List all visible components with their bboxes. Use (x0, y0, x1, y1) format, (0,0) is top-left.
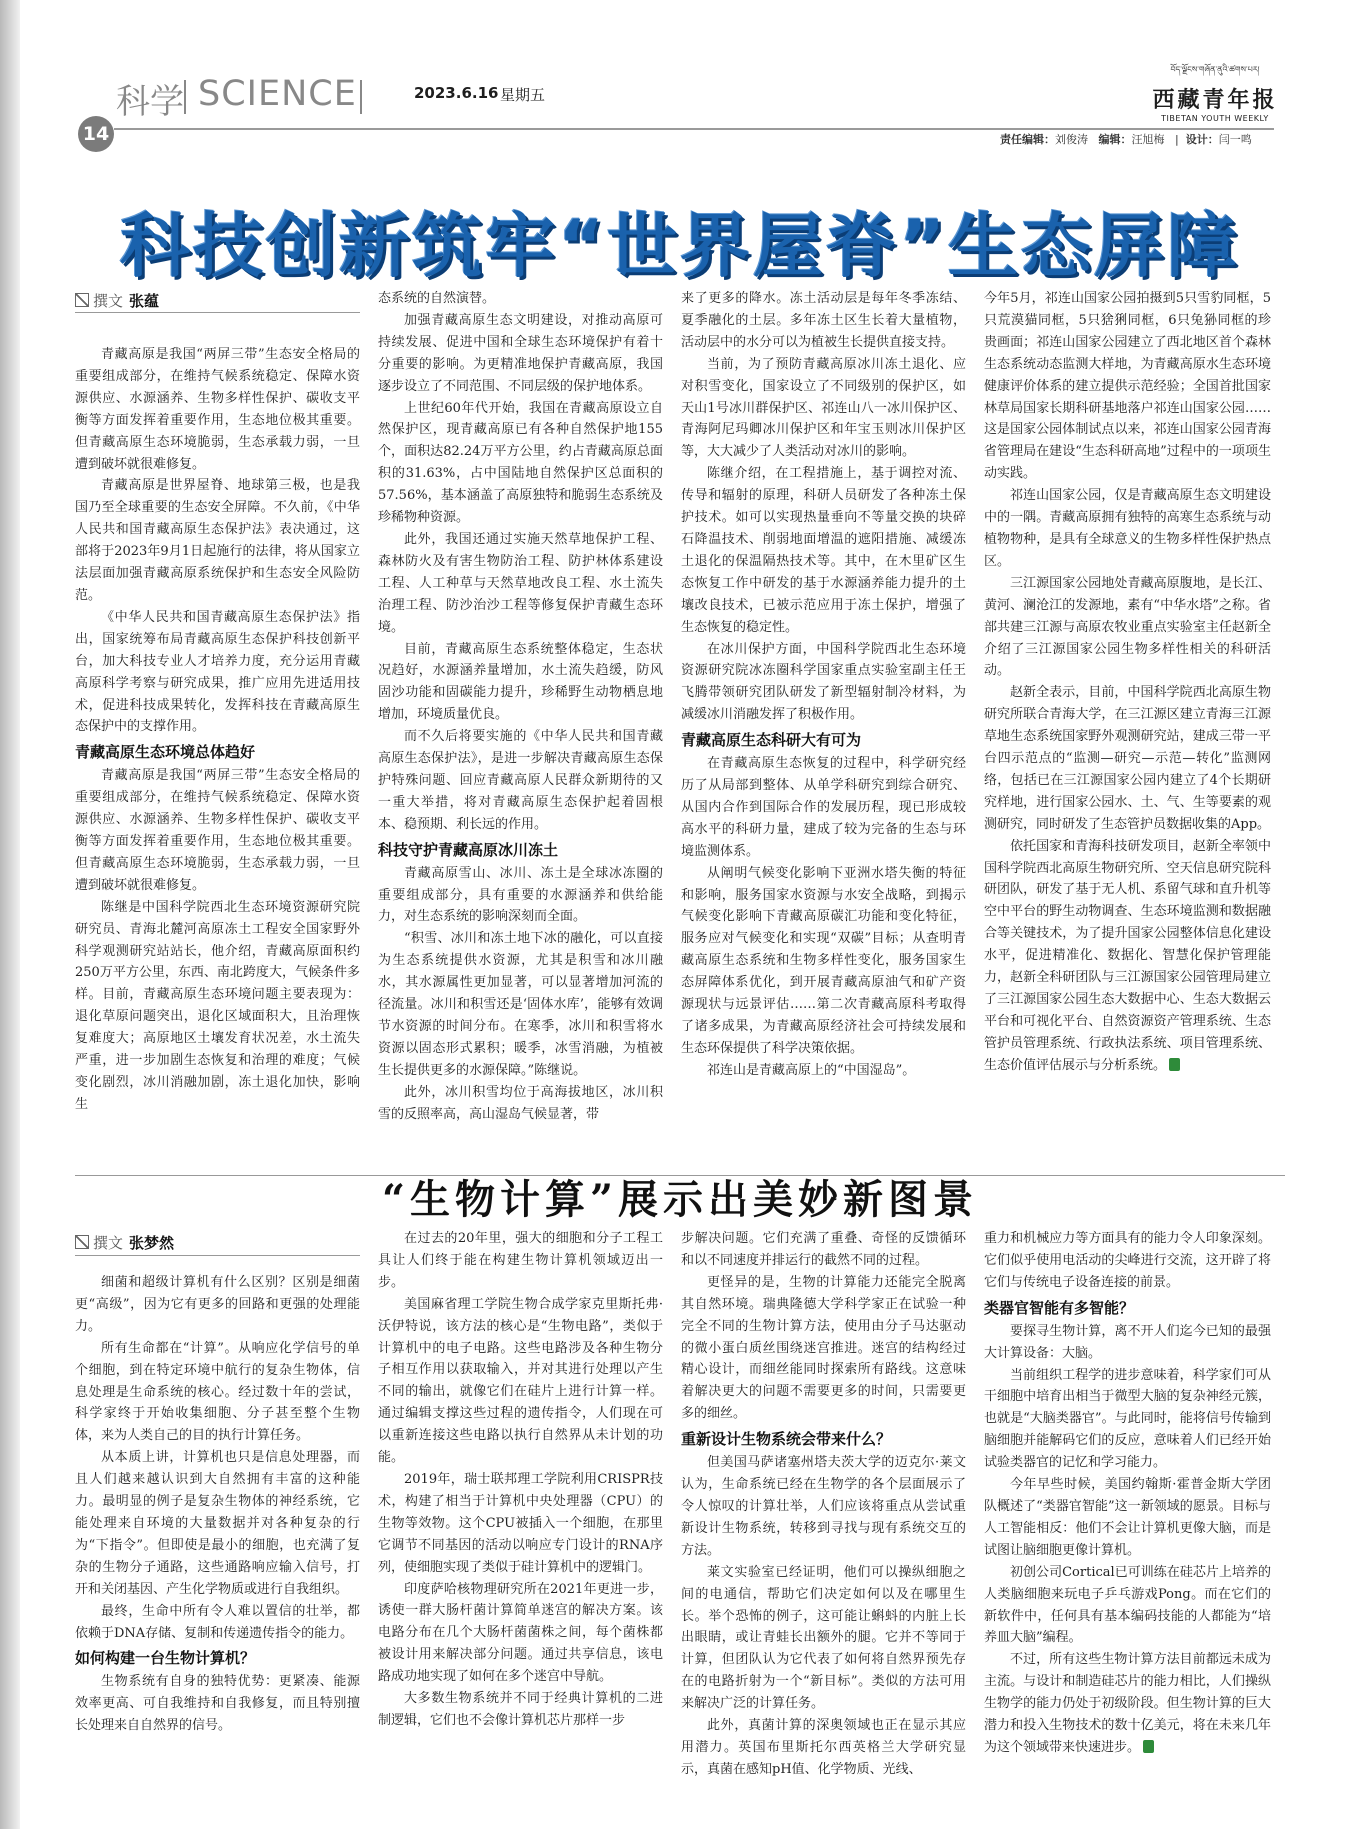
paragraph: “积雪、冰川和冻土地下冰的融化，可以直接为生态系统提供水资源，尤其是积雪和冰川融水，其水源属性更加显著，可以显著增加河流的径流量。冰川和积雪还是‘固体水库’，能够有效调节水资源的时间分布。在寒季，冰川和积雪将水资源以固态形式累积；暖季，冰雪消融，为植被生长提供更多的水源保障。”陈继说。 (378, 931, 663, 1078)
editor-in-charge-name: 刘俊涛 (1055, 133, 1088, 146)
section-name-en: SCIENCE (198, 74, 357, 114)
paragraph: 依托国家和青海科技研发项目，赵新全率领中国科学院西北高原生物研究所、空天信息研究院科研团队，研发了基于无人机、系留气球和直升机等空中平台的野生动物调查、生态环境监测和数据融合等关键技术，为了提升国家公园整体信息化建设水平，促进精准化、数据化、智慧化保护管理能力，赵新全科研团队与三江源国家公园管理局建立了三江源国家公园生态大数据中心、生态大数据云平台和可视化平台、自然资源资产管理系统、生态管护员管理系统、行政执法系统、项目管理系统、生态价值评估展示与分析系统。 (984, 838, 1271, 1073)
byline-rule (75, 312, 360, 313)
masthead-tibetan: བོད་ལྗོངས་གཞོན་ནུའི་ཚགས་པར། (1170, 65, 1260, 74)
issue-date: 2023.6.16 (414, 84, 499, 102)
subheading: 如何构建一台生物计算机？ (75, 1649, 256, 1668)
issue-weekday: 星期五 (500, 86, 546, 104)
paragraph: 此外，真菌计算的深奥领域也正在显示其应用潜力。英国布里斯托尔西英格兰大学研究显示，真菌在感知pH值、化学物质、光线、 (681, 1718, 966, 1777)
article2-column-1 (75, 1272, 360, 1737)
paragraph: 在过去的20年里，强大的细胞和分子工程工具让人们终于能在构建生物计算机领域迈出一步。 (378, 1231, 663, 1290)
section-end-rule (360, 80, 362, 114)
article2-byline (75, 1232, 174, 1253)
paragraph: 青藏高原是世界屋脊、地球第三极，也是我国乃至全球重要的生态安全屏障。不久前，《中华人民共和国青藏高原生态保护法》表决通过，这部将于2023年9月1日起施行的法律，将从国家立法层面加强青藏高原系统保护和生态安全风险防范。 (75, 478, 360, 603)
newspaper-masthead (1150, 60, 1280, 123)
subheading: 类器官智能有多智能？ (984, 1298, 1135, 1317)
paragraph: 《中华人民共和国青藏高原生态保护法》指出，国家统筹布局青藏高原生态保护科技创新平台，加大科技专业人才培养力度，充分运用青藏高原科学考察与研究成果，推广应用先进适用技术，促进科技成果转化，发挥科技在青藏高原生态保护中的支撑作用。 (75, 609, 360, 735)
article1-column-1 (75, 344, 360, 1116)
header-rule (114, 128, 1274, 130)
paragraph: 更怪异的是，生物的计算能力还能完全脱离其自然环境。瑞典隆德大学科学家正在试验一种完全不同的生物计算方法，使用由分子马达驱动的微小蛋白质丝围绕迷宫推进。迷宫的结构经过精心设计，而细丝能同时探索所有路线。这意味着解决更大的问题不需要更多的时间，只需要更多的细丝。 (681, 1274, 966, 1422)
paragraph: 今年5月，祁连山国家公园拍摄到5只雪豹同框，5只荒漠猫同框，5只猞猁同框，6只兔狲同框的珍贵画面；祁连山国家公园建立了西北地区首个森林生态系统动态监测大样地，为青藏高原水生态环境健康评价体系的建立提供示范经验；全国首批国家林草局国家长期科研基地落户祁连山国家公园……这是国家公园体制试点以来，祁连山国家公园青海省管理局在建设“生态科研高地”过程中的一项项生动实践。 (984, 291, 1271, 482)
article2-author: 张梦然 (129, 1234, 175, 1252)
masthead-english: TIBETAN YOUTH WEEKLY (1161, 114, 1269, 123)
paragraph: 重力和机械应力等方面具有的能力令人印象深刻。它们似乎使用电活动的尖峰进行交流，这开辟了将它们与传统电子设备连接的前景。 (984, 1231, 1271, 1290)
paragraph: 但美国马萨诸塞州塔夫茨大学的迈克尔·莱文认为，生命系统已经在生物学的各个层面展示了令人惊叹的计算壮举，人们应该将重点从尝试重新设计生物系统，转移到寻找与现有系统交互的方法。 (681, 1455, 966, 1558)
paragraph: 祁连山国家公园，仅是青藏高原生态文明建设中的一隅。青藏高原拥有独特的高寒生态系统与动植物物种，是具有全球意义的生物多样性保护热点区。 (984, 488, 1271, 569)
paragraph: 步解决问题。它们充满了重叠、奇怪的反馈循环和以不同速度并排运行的截然不同的过程。 (681, 1231, 966, 1268)
designer-name: 闫一鸣 (1218, 133, 1252, 146)
paragraph: 陈继是中国科学院西北生态环境资源研究院研究员、青海北麓河高原冻土工程安全国家野外科学观测研究站站长，他介绍，青藏高原面积约250万平方公里，东西、南北跨度大，气候条件多样。目前，青藏高原生态环境问题主要表现为：退化草原问题突出，退化区域面积大，且治理恢复难度大；高原地区土壤发育状况差，水土流失严重，进一步加剧生态恢复和治理的难度；气候变化剧烈，冰川消融加剧，冻土退化加快，影响生 (75, 899, 360, 1112)
byline-label: 撰文 (93, 1234, 124, 1252)
page-number-badge: 14 (78, 116, 114, 152)
article2-column-4 (984, 1228, 1271, 1759)
paragraph: 大多数生物系统并不同于经典计算机的二进制逻辑，它们也不会像计算机芯片那样一步 (378, 1691, 663, 1728)
end-of-article-icon (1143, 1740, 1154, 1753)
paragraph: 今年早些时候，美国约翰斯·霍普金斯大学团队概述了“类器官智能”这一新领域的愿景。目标与人工智能相反：他们不会让计算机更像大脑，而是试图让脑细胞更像计算机。 (984, 1477, 1271, 1558)
paragraph: 而不久后将要实施的《中华人民共和国青藏高原生态保护法》，是进一步解决青藏高原生态保护特殊问题、回应青藏高原人民群众新期待的又一重大举措，将对青藏高原生态保护起着固根本、稳预期、利长远的作用。 (378, 729, 663, 832)
article2-column-3 (681, 1228, 966, 1781)
article1-column-4 (984, 288, 1271, 1077)
masthead-chinese: 西藏青年报 (1152, 87, 1278, 113)
pen-icon (75, 1235, 89, 1249)
article1-author: 张蕴 (129, 292, 160, 310)
subheading: 科技守护青藏高原冰川冻土 (378, 840, 559, 859)
article2-headline (75, 1168, 1285, 1225)
subheading: 重新设计生物系统会带来什么？ (681, 1430, 892, 1449)
paragraph: 当前，为了预防青藏高原冰川冻土退化、应对积雪变化，国家设立了不同级别的保护区，如天山1号冰川群保护区、祁连山八一冰川保护区、青海阿尼玛卿冰川保护区和年宝玉则冰川保护区等，大大减少了人类活动对冰川的影响。 (681, 356, 966, 460)
paragraph: 最终，生命中所有令人难以置信的壮举，都依赖于DNA存储、复制和传递遗传指令的能力。 (75, 1603, 360, 1641)
section-divider (184, 80, 186, 114)
paragraph: 此外，我国还通过实施天然草地保护工程、森林防火及有害生物防治工程、防护林体系建设工程、人工种草与天然草地改良工程、水土流失治理工程、防沙治沙工程等修复保护青藏生态环境。 (378, 531, 663, 635)
editor-in-charge-label: 责任编辑： (1000, 133, 1055, 146)
article2-title: “生物计算”展示出美妙新图景 (370, 1176, 990, 1223)
paragraph: 在冰川保护方面，中国科学院西北生态环境资源研究院冰冻圈科学国家重点实验室副主任王飞腾带领研究团队研发了新型辐射制冷材料，为减缓冰川消融发挥了积极作用。 (681, 641, 966, 723)
paragraph: 目前，青藏高原生态系统整体稳定，生态状况趋好，水源涵养量增加，水土流失趋缓，防风固沙功能和固碳能力提升，珍稀野生动物栖息地增加，环境质量优良。 (378, 641, 663, 723)
editor-credits: 责任编辑：刘俊涛 编辑：汪旭梅 | 设计：闫一鸣 (1000, 133, 1252, 146)
byline-label: 撰文 (93, 292, 124, 310)
section-name-cn: 科学 (116, 82, 184, 122)
paragraph: 要探寻生物计算，离不开人们迄今已知的最强大计算设备：大脑。 (984, 1323, 1271, 1361)
pen-icon (75, 293, 89, 307)
paragraph: 莱文实验室已经证明，他们可以操纵细胞之间的电通信，帮助它们决定如何以及在哪里生长。举个恐怖的例子，这可能让蝌蚪的内脏上长出眼睛，或让青蛙长出额外的腿。它并不等同于计算，但团队认为它代表了如何将自然界预先存在的电路折射为一个“新目标”。类似的方法可用来解决广泛的计算任务。 (681, 1564, 966, 1712)
article1-byline (75, 290, 159, 311)
paragraph: 美国麻省理工学院生物合成学家克里斯托弗·沃伊特说，该方法的核心是“生物电路”，类似于计算机中的电子电路。这些电路涉及各种生物分子相互作用以获取输入，并对其进行处理以产生不同的输出，就像它们在硅片上进行计算一样。通过编辑支撑这些过程的遗传指令，人们现在可以重新连接这些电路以执行自然界从未计划的功能。 (378, 1296, 663, 1466)
paragraph: 陈继介绍，在工程措施上，基于调控对流、传导和辐射的原理，科研人员研发了各种冻土保护技术。如可以实现热量垂向不等量交换的块碎石降温技术、削弱地面增温的遮阳措施、减缓冻土退化的保温隔热技术等。其中，在木里矿区生态恢复工作中研发的基于水源涵养能力提升的土壤改良技术，已被示范应用于冻土保护，增强了生态恢复的稳定性。 (681, 466, 966, 635)
paragraph: 来了更多的降水。冻土活动层是每年冬季冻结、夏季融化的土层。多年冻土区生长着大量植物，活动层中的水分可以为植被生长提供直接支持。 (681, 291, 966, 350)
paragraph: 加强青藏高原生态文明建设，对推动高原可持续发展、促进中国和全球生态环境保护有着十分重要的影响。为更精准地保护青藏高原，我国逐步设立了不同范围、不同层级的保护地体系。 (378, 312, 663, 394)
paragraph: 祁连山是青藏高原上的“中国湿岛”。 (707, 1062, 916, 1078)
paragraph: 印度萨哈核物理研究所在2021年更进一步，诱使一群大肠杆菌计算简单迷宫的解决方案。该电路分布在几个大肠杆菌菌株之间，每个菌株都被设计用来解决部分问题。通过共享信息，该电路成功地实现了如何在多个迷宫中导航。 (378, 1581, 663, 1685)
paragraph: 态系统的自然演替。 (378, 291, 496, 306)
editor-label: 编辑： (1098, 133, 1132, 146)
paragraph: 2019年，瑞士联邦理工学院利用CRISPR技术，构建了相当于计算机中央处理器（CPU）的生物等效物。这个CPU被插入一个细胞，在那里它调节不同基因的活动以响应专门设计的RNA序列，使细胞实现了类似于硅计算机中的逻辑门。 (378, 1471, 663, 1575)
subheading: 青藏高原生态环境总体趋好 (75, 743, 256, 762)
article1-column-2 (378, 288, 663, 1126)
paragraph: 青藏高原雪山、冰川、冻土是全球冰冻圈的重要组成部分，具有重要的水源涵养和供给能力，对生态系统的影响深刻而全面。 (378, 865, 663, 925)
paragraph: 所有生命都在“计算”。从响应化学信号的单个细胞，到在特定环境中航行的复杂生物体，信息处理是生命系统的核心。经过数十年的尝试，科学家终于开始收集细胞、分子甚至整个生物体，来为人类自己的目的执行计算任务。 (75, 1340, 360, 1444)
paragraph: 上世纪60年代开始，我国在青藏高原设立自然保护区，现青藏高原已有各种自然保护地155个，面积达82.24万平方公里，约占青藏高原总面积的31.63%，占中国陆地自然保护区总面积的57.56%，基本涵盖了高原独特和脆弱生态系统及珍稀物种资源。 (378, 400, 663, 526)
page-edge-shadow (0, 0, 20, 1829)
paragraph: 赵新全表示，目前，中国科学院西北高原生物研究所联合青海大学，在三江源区建立青海三江源草地生态系统国家野外观测研究站，建成三带一平台四示范点的“监测—研究—示范—转化”监测网络，包括已在三江源国家公园内建立了4个长期研究样地，进行国家公园水、土、气、生等要素的观测研究，同时研发了生态管护员数据收集的App。 (984, 685, 1271, 832)
end-of-article-icon (1169, 1058, 1180, 1071)
article1-headline: 科技创新筑牢“世界屋脊”生态屏障 (119, 205, 1240, 287)
editor-name: 汪旭梅 (1131, 133, 1165, 146)
article2-column-2 (378, 1228, 663, 1732)
paragraph: 青藏高原是我国“两屏三带”生态安全格局的重要组成部分，在维持气候系统稳定、保障水资源供应、水源涵养、生物多样性保护、碳收支平衡等方面发挥着重要作用，生态地位极其重要。但青藏高原生态环境脆弱，生态承载力弱，一旦遭到破坏就很难修复。 (75, 768, 360, 893)
designer-label: 设计： (1185, 133, 1219, 146)
paragraph: 不过，所有这些生物计算方法目前都远未成为主流。与设计和制造硅芯片的能力相比，人们操纵生物学的能力仍处于初级阶段。但生物计算的巨大潜力和投入生物技术的数十亿美元，将在未来几年为这个领域带来快速进步。 (984, 1652, 1271, 1755)
paragraph: 从阐明气候变化影响下亚洲水塔失衡的特征和影响，服务国家水资源与水安全战略，到揭示气候变化影响下青藏高原碳汇功能和变化特征，服务应对气候变化和实现“双碳”目标；从查明青藏高原生态系统和生物多样性变化，服务国家生态屏障体系优化，到开展青藏高原油气和矿产资源现状与远景评估……第二次青藏高原科考取得了诸多成果，为青藏高原经济社会可持续发展和生态环保提供了科学决策依据。 (681, 865, 966, 1056)
paragraph: 在青藏高原生态恢复的过程中，科学研究经历了从局部到整体、从单学科研究到综合研究、从国内合作到国际合作的发展历程，现已形成较高水平的科研力量，建成了较为完备的生态与环境监测体系。 (681, 756, 966, 859)
paragraph: 青藏高原是我国“两屏三带”生态安全格局的重要组成部分，在维持气候系统稳定、保障水资源供应、水源涵养、生物多样性保护、碳收支平衡等方面发挥着重要作用，生态地位极其重要。但青藏高原生态环境脆弱，生态承载力弱，一旦遭到破坏就很难修复。 (75, 347, 360, 472)
paragraph: 细菌和超级计算机有什么区别？区别是细菌更“高级”，因为它有更多的回路和更强的处理能力。 (75, 1275, 360, 1334)
subheading: 青藏高原生态科研大有可为 (681, 731, 862, 750)
byline-rule (75, 1255, 360, 1256)
paragraph: 三江源国家公园地处青藏高原腹地，是长江、黄河、澜沧江的发源地，素有“中华水塔”之称。省部共建三江源与高原农牧业重点实验室主任赵新全介绍了三江源国家公园生物多样性相关的科研活动。 (984, 575, 1271, 679)
article1-column-3 (681, 288, 966, 1082)
paragraph: 初创公司Cortical已可训练在硅芯片上培养的人类脑细胞来玩电子乒乓游戏Pong。而在它们的新软件中，任何具有基本编码技能的人都能为“培养皿大脑”编程。 (984, 1564, 1271, 1646)
paragraph: 当前组织工程学的进步意味着，科学家们可从干细胞中培育出相当于微型大脑的复杂神经元簇，也就是“大脑类器官”。与此同时，能将信号传输到脑细胞并能解码它们的反应，意味着人们已经开始试验类器官的记忆和学习能力。 (984, 1367, 1271, 1471)
paragraph: 从本质上讲，计算机也只是信息处理器，而且人们越来越认识到大自然拥有丰富的这种能力。最明显的例子是复杂生物体的神经系统，它能处理来自环境的大量数据并对各种复杂的行为“下指令”。但即使是最小的细胞，也充满了复杂的生物分子通路，这些通路响应输入信号，打开和关闭基因、产生化学物质或进行自我组织。 (75, 1450, 360, 1597)
paragraph: 生物系统有自身的独特优势：更紧凑、能源效率更高、可自我维持和自我修复，而且特别擅长处理来自自然界的信号。 (75, 1674, 360, 1734)
paragraph: 此外，冰川积雪均位于高海拔地区，冰川积雪的反照率高，高山湿岛气候显著，带 (378, 1084, 663, 1122)
